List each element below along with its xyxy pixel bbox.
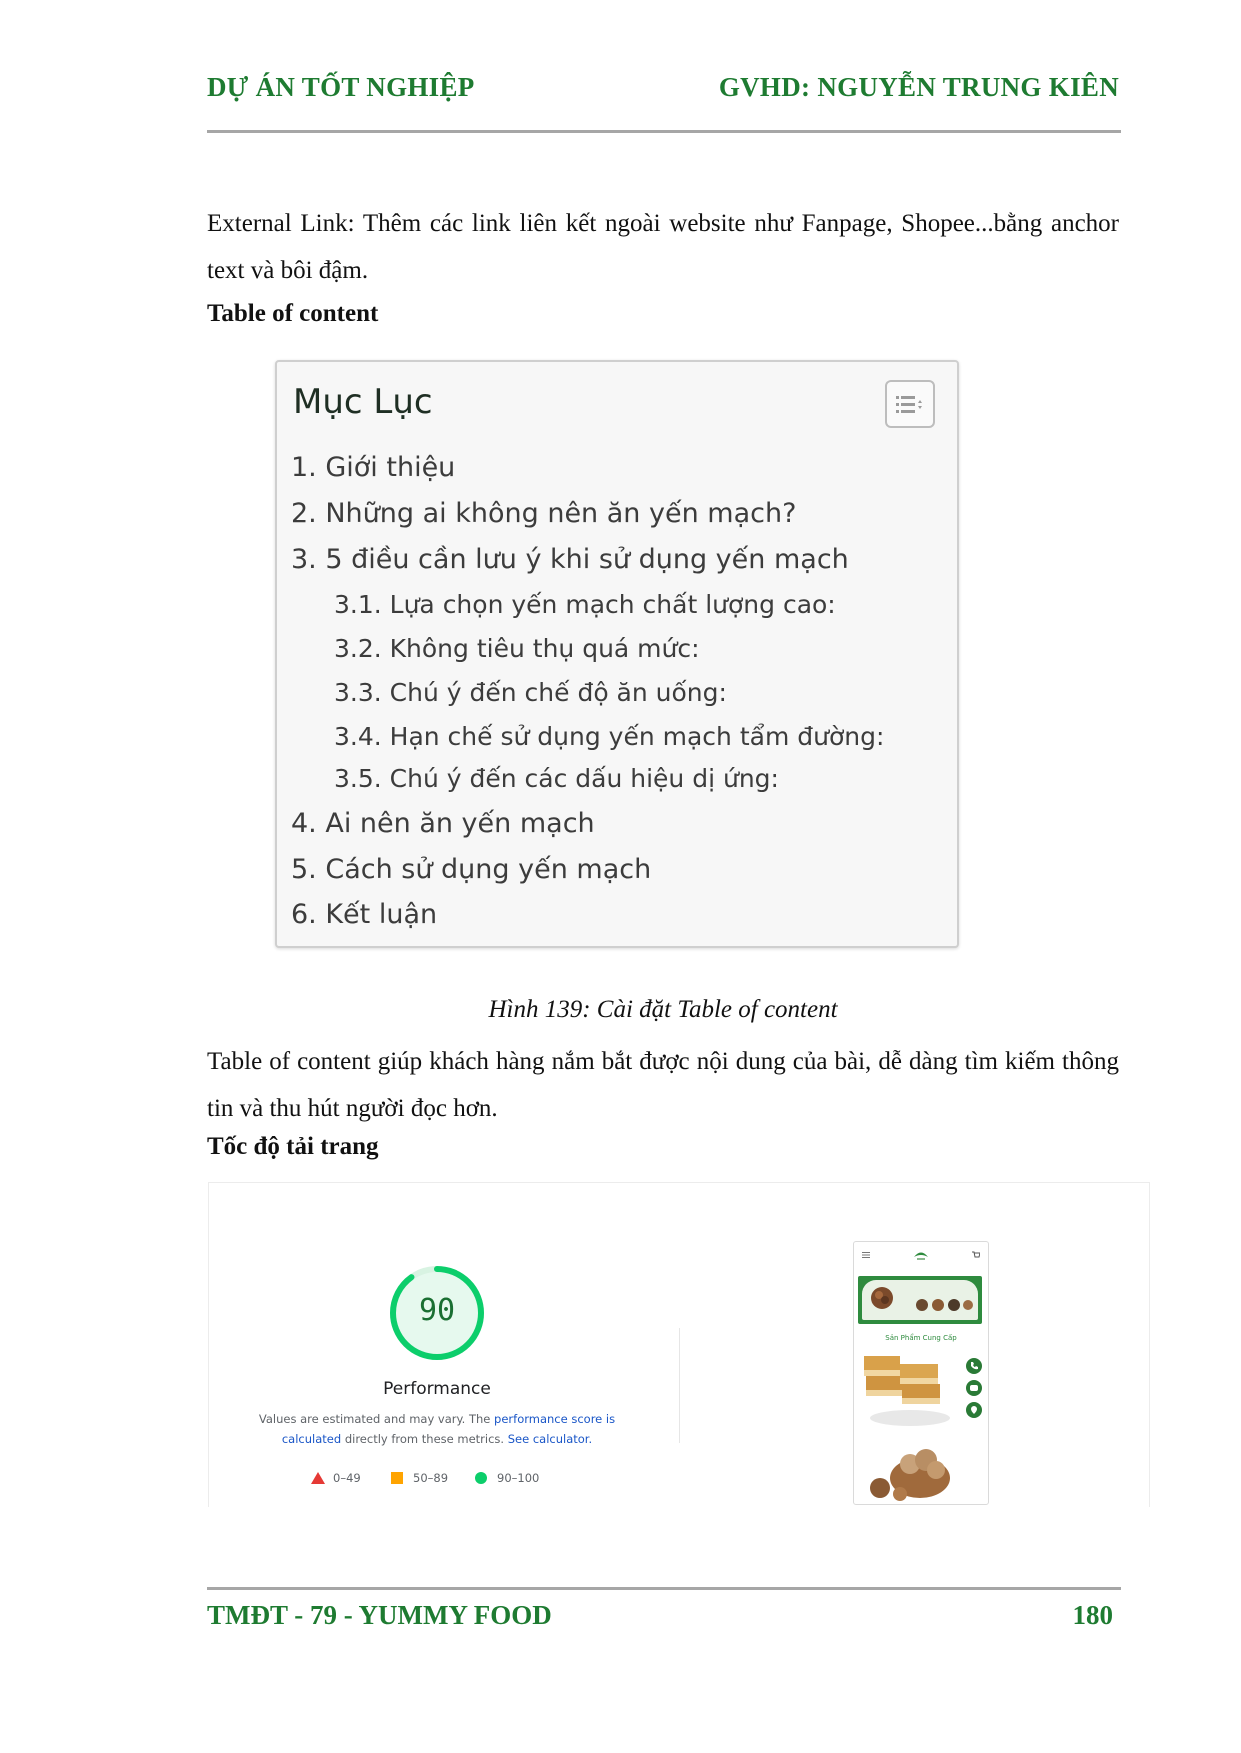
- figure-divider: [679, 1328, 680, 1443]
- performance-description: [237, 1409, 637, 1449]
- page-header: [207, 72, 1119, 108]
- footer-divider: [207, 1587, 1121, 1590]
- desc-mid: directly from these metrics.: [341, 1432, 508, 1446]
- footer-title: TMĐT - 79 - YUMMY FOOD: [207, 1600, 552, 1630]
- toc-item-3[interactable]: 3. 5 điều cần lưu ý khi sử dụng yến mạch: [291, 544, 849, 575]
- toc-item-6[interactable]: 6. Kết luận: [291, 899, 438, 930]
- cracker-image: [860, 1346, 950, 1430]
- page-number: 180: [1072, 1600, 1113, 1630]
- performance-score: 90: [418, 1293, 456, 1328]
- paragraph-external-link: External Link: Thêm các link liên kết ngoài website như Fanpage, Shopee...bằng anchor text và bôi đậm.: [207, 210, 1119, 284]
- figure-caption: Hình 139: Cài đặt Table of content: [488, 996, 838, 1023]
- nuts-image: [870, 1286, 894, 1310]
- logo-icon: [912, 1248, 930, 1262]
- hero-banner: [858, 1276, 982, 1324]
- chat-fab[interactable]: [966, 1380, 982, 1396]
- square-icon: [391, 1472, 403, 1484]
- toc-toggle-button[interactable]: [885, 380, 935, 428]
- chat-icon: [966, 1380, 982, 1396]
- page-footer: [207, 1600, 1119, 1640]
- desc-prefix: Values are estimated and may vary. The: [258, 1412, 495, 1426]
- list-toggle-icon: [896, 394, 926, 416]
- toc-item-3-2[interactable]: 3.2. Không tiêu thụ quá mức:: [334, 634, 700, 663]
- toc-item-3-1[interactable]: 3.1. Lựa chọn yến mạch chất lượng cao:: [334, 590, 836, 619]
- heading-page-speed: Tốc độ tải trang: [207, 1133, 379, 1160]
- triangle-icon: [311, 1472, 325, 1484]
- legend-pass-label: 90–100: [497, 1471, 540, 1485]
- location-fab[interactable]: [966, 1402, 982, 1418]
- circle-icon: [475, 1472, 487, 1484]
- paragraph-toc-benefit: Table of content giúp khách hàng nắm bắt được nội dung của bài, dễ dàng tìm kiếm thông tin và thu hút người đọc hơn.: [207, 1048, 1119, 1122]
- phone-icon: [966, 1358, 982, 1374]
- toc-item-3-5[interactable]: 3.5. Chú ý đến các dấu hiệu dị ứng:: [334, 764, 779, 793]
- toc-figure: [275, 360, 959, 948]
- cart-icon: [972, 1251, 980, 1259]
- product-thumbs-image: [914, 1298, 974, 1312]
- performance-label: Performance: [383, 1379, 491, 1399]
- legend-average-label: 50–89: [413, 1471, 449, 1485]
- mobile-screenshot: [853, 1241, 989, 1505]
- see-calculator-link[interactable]: See calculator.: [507, 1432, 593, 1446]
- score-calculated-link[interactable]: performance score is calculated: [281, 1412, 616, 1446]
- toc-title: Mục Lục: [293, 382, 433, 422]
- toc-item-3-3[interactable]: 3.3. Chú ý đến chế độ ăn uống:: [334, 678, 727, 707]
- products-section-title: Sản Phẩm Cung Cấp: [885, 1334, 957, 1342]
- walnut-bowl-image: [866, 1442, 956, 1502]
- header-project-title: DỰ ÁN TỐT NGHIỆP: [207, 72, 475, 102]
- toc-item-5[interactable]: 5. Cách sử dụng yến mạch: [291, 854, 652, 885]
- heading-table-of-content: Table of content: [207, 300, 379, 327]
- performance-figure: [208, 1182, 1150, 1507]
- toc-item-3-4[interactable]: 3.4. Hạn chế sử dụng yến mạch tẩm đường:: [334, 722, 885, 751]
- legend-fail-label: 0–49: [333, 1471, 361, 1485]
- toc-item-1[interactable]: 1. Giới thiệu: [291, 452, 456, 483]
- menu-icon: [862, 1252, 870, 1258]
- header-advisor: GVHD: NGUYỄN TRUNG KIÊN: [718, 72, 1119, 102]
- phone-fab[interactable]: [966, 1358, 982, 1374]
- toc-item-2[interactable]: 2. Những ai không nên ăn yến mạch?: [291, 498, 797, 529]
- toc-item-4[interactable]: 4. Ai nên ăn yến mạch: [291, 808, 595, 839]
- header-divider: [207, 130, 1121, 133]
- location-icon: [966, 1402, 982, 1418]
